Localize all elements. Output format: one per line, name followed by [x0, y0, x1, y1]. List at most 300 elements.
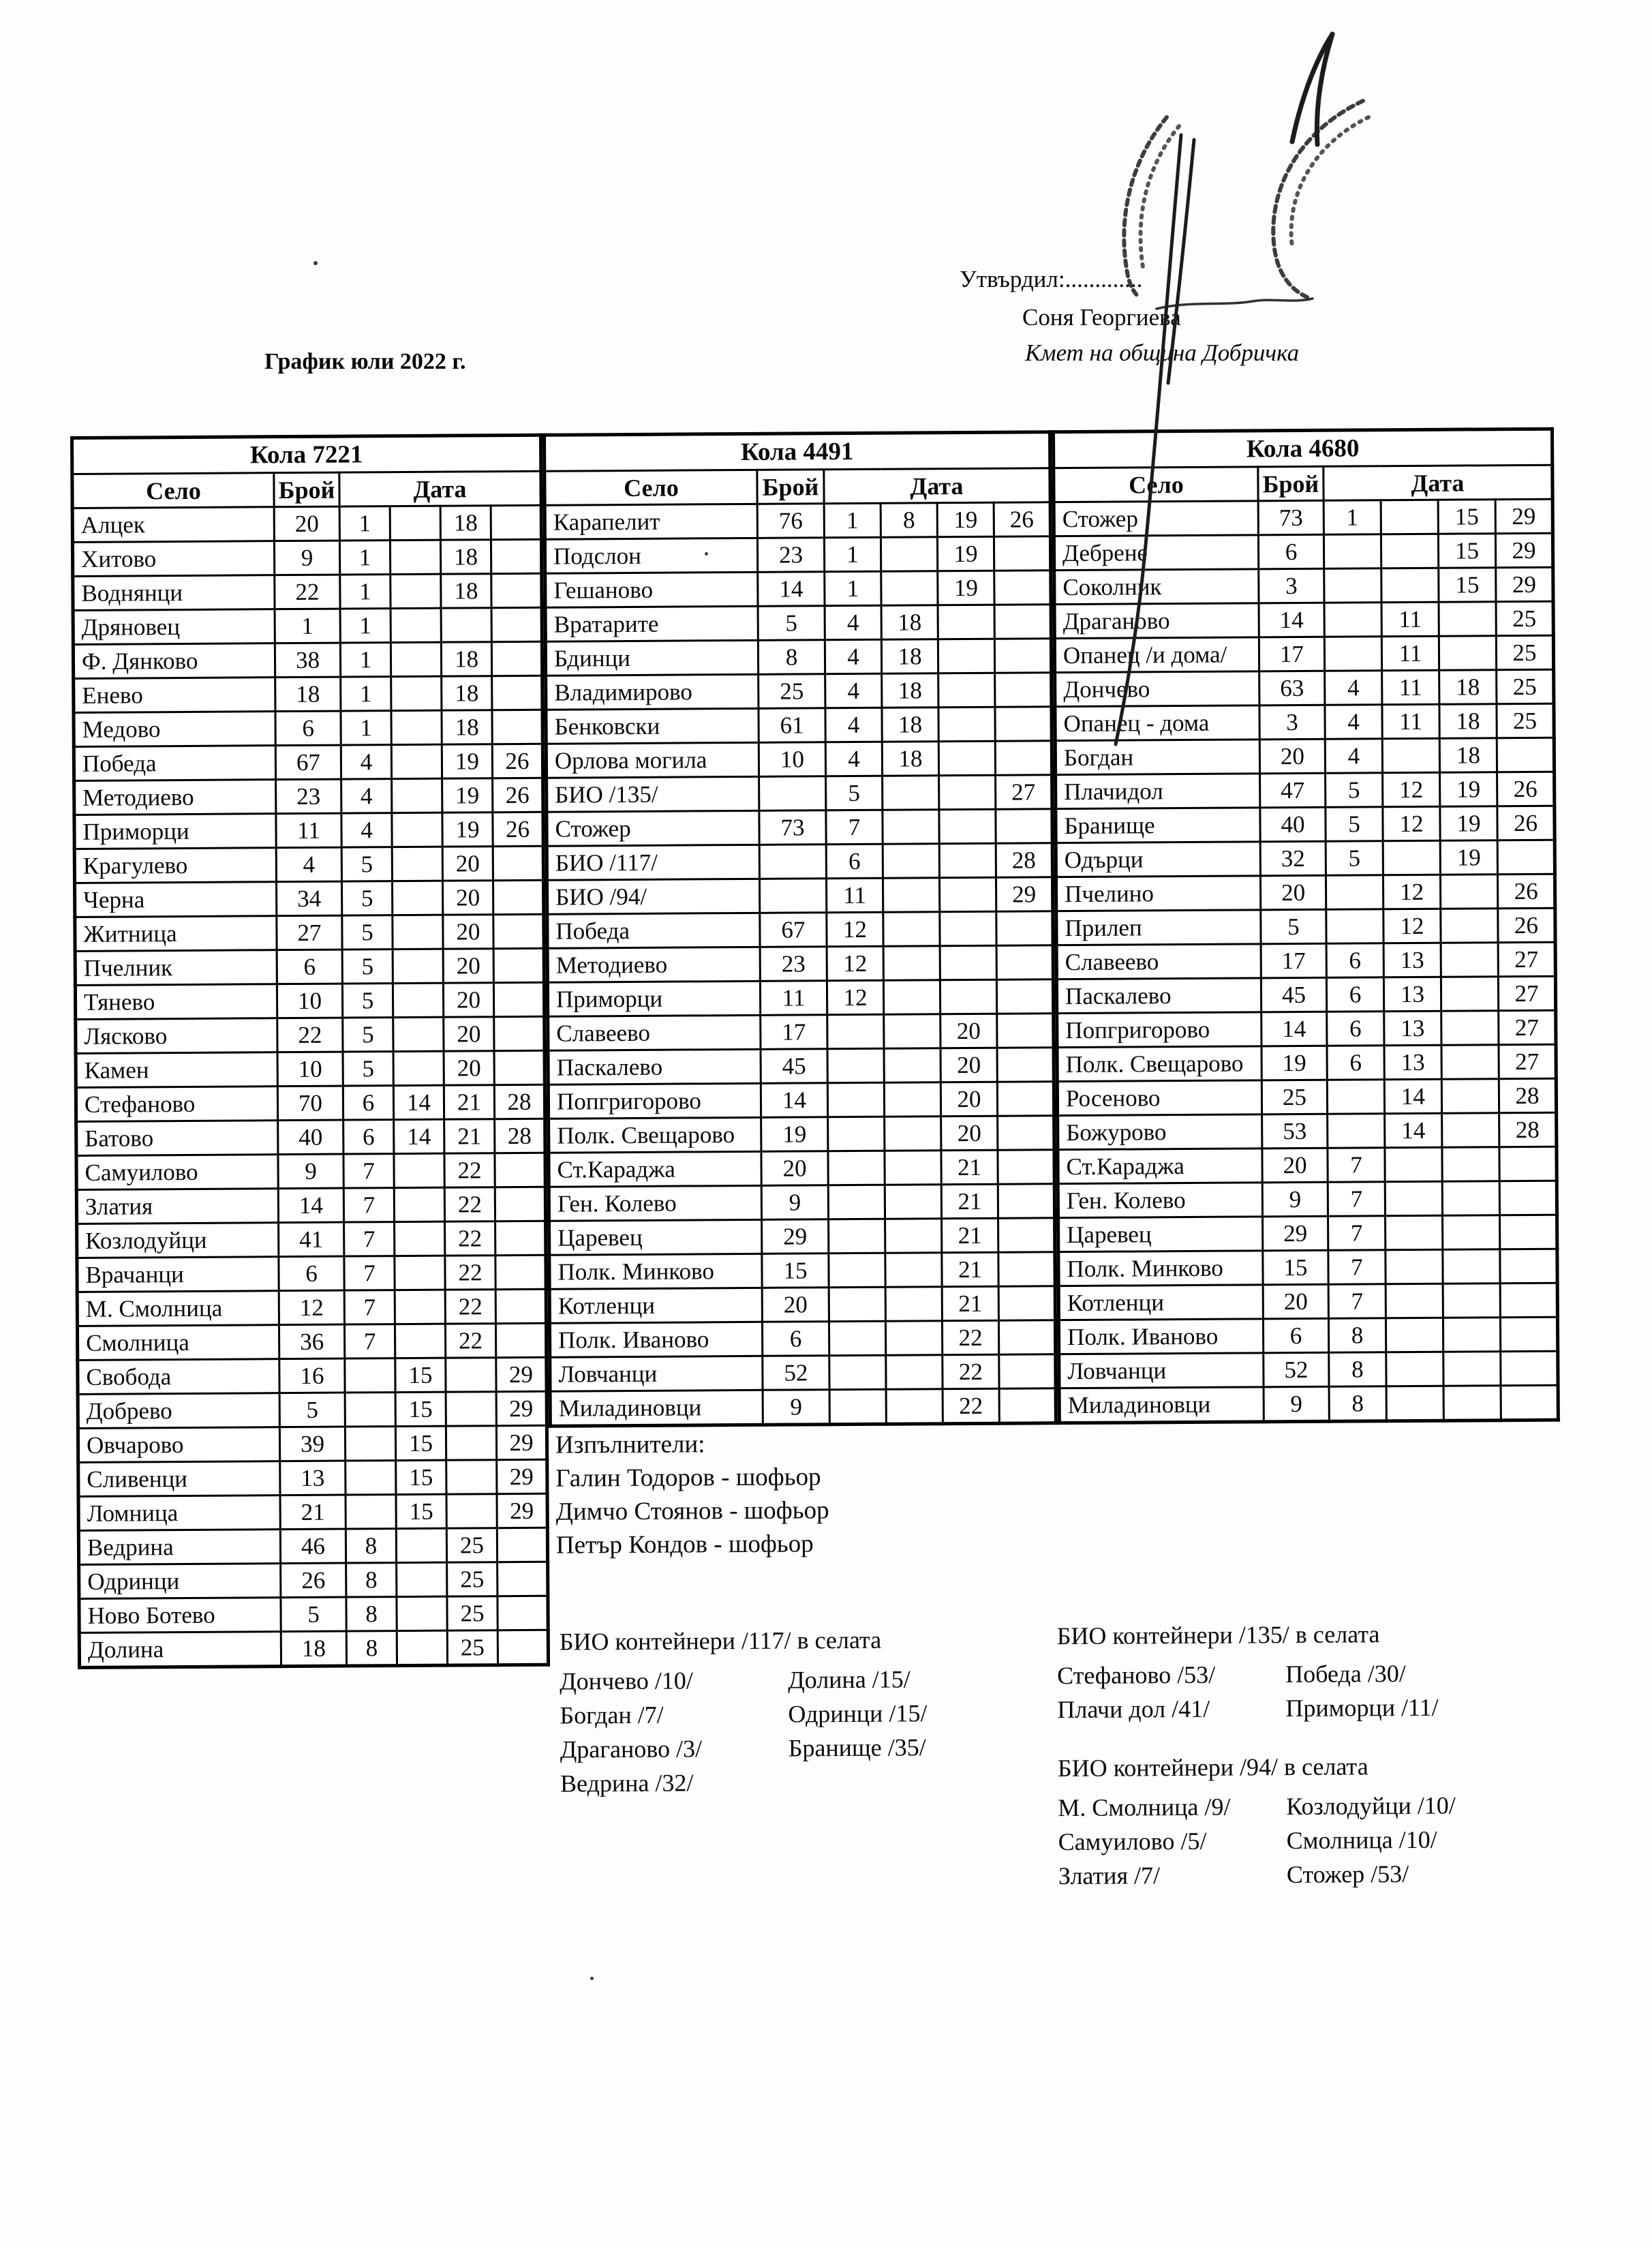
- village-cell: Ново Ботево: [79, 1598, 281, 1633]
- village-cell: Стефаново: [76, 1087, 277, 1122]
- date-cell: [1501, 1385, 1558, 1421]
- date-cell: 12: [827, 946, 883, 981]
- count-cell: 10: [277, 1052, 343, 1087]
- date-cell: [885, 1219, 942, 1254]
- count-cell: 46: [280, 1529, 346, 1564]
- bio-list-item: Долина /15/: [788, 1665, 911, 1694]
- village-cell: Крагулево: [74, 848, 276, 883]
- date-cell: 25: [1496, 635, 1553, 670]
- schedule-row: [546, 707, 1052, 744]
- date-cell: [391, 744, 442, 778]
- village-cell: Полк. Иваново: [1058, 1319, 1263, 1354]
- schedule-row: [1056, 840, 1555, 877]
- schedule-row: [72, 505, 541, 542]
- date-cell: 5: [343, 1052, 393, 1086]
- date-cell: [997, 1082, 1054, 1117]
- schedule-row: [546, 673, 1052, 710]
- date-cell: [392, 881, 442, 915]
- date-cell: [1500, 1283, 1557, 1318]
- schedule-row: [548, 1048, 1054, 1085]
- date-cell: 20: [941, 1116, 998, 1151]
- village-cell: Полк. Минково: [1058, 1251, 1263, 1286]
- schedule-row: [548, 1014, 1054, 1051]
- date-cell: [996, 911, 1053, 946]
- village-cell: Росеново: [1057, 1080, 1261, 1116]
- date-cell: 14: [1384, 1079, 1441, 1114]
- date-cell: 4: [825, 708, 882, 742]
- date-cell: [392, 812, 442, 847]
- date-cell: 1: [824, 537, 881, 572]
- date-cell: [446, 1358, 496, 1392]
- date-cell: [1441, 977, 1498, 1012]
- count-cell: 25: [1261, 1080, 1327, 1114]
- count-cell: 76: [757, 504, 824, 538]
- date-cell: 12: [1383, 875, 1440, 909]
- date-cell: 12: [827, 980, 883, 1015]
- count-cell: 19: [761, 1117, 828, 1152]
- village-cell: Врачанци: [77, 1257, 279, 1292]
- count-cell: 22: [275, 575, 340, 609]
- date-cell: [883, 878, 939, 913]
- count-cell: 52: [763, 1356, 829, 1391]
- ink-speck: [590, 1977, 594, 1980]
- village-cell: Медово: [74, 712, 275, 747]
- date-cell: 5: [343, 1018, 393, 1052]
- date-cell: [828, 1185, 885, 1219]
- village-cell: Стожер: [1054, 501, 1258, 536]
- date-cell: [1385, 1181, 1442, 1216]
- date-cell: 18: [442, 710, 492, 744]
- vehicle-table-title: Кола 4680: [1053, 429, 1552, 468]
- date-cell: 20: [940, 1048, 997, 1082]
- village-cell: Богдан: [1055, 740, 1259, 775]
- date-cell: 7: [343, 1188, 394, 1222]
- date-cell: 5: [341, 881, 392, 915]
- village-cell: Полк. Иваново: [549, 1322, 762, 1357]
- date-cell: [1324, 568, 1381, 603]
- schedule-row: [550, 1354, 1056, 1392]
- column-header-date: Дата: [339, 471, 541, 506]
- date-cell: [998, 1252, 1055, 1287]
- schedule-row: [1054, 567, 1553, 604]
- date-cell: 5: [342, 950, 393, 984]
- count-cell: 47: [1260, 773, 1326, 808]
- date-cell: 4: [341, 779, 392, 813]
- schedule-row: [549, 1116, 1054, 1153]
- village-cell: БИО /117/: [547, 845, 759, 880]
- date-cell: 21: [942, 1252, 998, 1287]
- date-cell: 15: [396, 1460, 446, 1494]
- count-cell: 14: [1259, 603, 1324, 637]
- date-cell: [938, 741, 995, 776]
- date-cell: 22: [444, 1153, 495, 1187]
- village-cell: Методиево: [74, 780, 276, 815]
- village-cell: Бранище: [1056, 808, 1260, 843]
- date-cell: [828, 1151, 885, 1185]
- date-cell: 19: [937, 502, 994, 537]
- date-cell: 20: [940, 1014, 997, 1048]
- village-cell: Плачидол: [1056, 774, 1260, 809]
- date-cell: 18: [442, 676, 492, 710]
- date-cell: [346, 1495, 396, 1529]
- village-cell: Златия: [76, 1189, 278, 1224]
- date-cell: 25: [447, 1562, 498, 1596]
- date-cell: [998, 1320, 1055, 1355]
- count-cell: 17: [1261, 943, 1326, 978]
- date-cell: [495, 1153, 545, 1187]
- date-cell: 5: [342, 984, 393, 1018]
- count-cell: 3: [1259, 705, 1325, 740]
- date-cell: [827, 1048, 884, 1083]
- date-cell: [498, 1596, 548, 1630]
- village-cell: Алцек: [72, 507, 274, 543]
- date-cell: [995, 741, 1052, 776]
- date-cell: 6: [1327, 1012, 1384, 1046]
- schedule-row: [72, 539, 541, 576]
- schedule-row: [547, 775, 1052, 812]
- date-cell: 25: [447, 1630, 498, 1665]
- schedule-row: [547, 945, 1053, 983]
- village-cell: Козлодуйци: [77, 1223, 279, 1258]
- date-cell: 26: [1498, 908, 1555, 943]
- schedule-row: [78, 1425, 547, 1462]
- count-cell: 40: [278, 1120, 343, 1155]
- date-cell: 18: [881, 639, 938, 674]
- date-cell: [1497, 840, 1555, 875]
- village-cell: Самуилово: [76, 1155, 278, 1190]
- schedule-row: [1058, 1215, 1557, 1251]
- village-cell: Подслон: [545, 538, 757, 573]
- date-cell: 25: [446, 1528, 497, 1562]
- date-cell: [1386, 1352, 1443, 1386]
- date-cell: 20: [443, 949, 493, 983]
- date-cell: 27: [1499, 1010, 1556, 1045]
- date-cell: 1: [339, 506, 390, 541]
- count-cell: 10: [759, 742, 825, 777]
- count-cell: 16: [279, 1358, 345, 1393]
- date-cell: [395, 1290, 445, 1324]
- date-cell: [885, 1253, 942, 1288]
- date-cell: 26: [1497, 772, 1555, 806]
- date-cell: 18: [882, 742, 938, 776]
- schedule-row: [547, 877, 1052, 915]
- date-cell: 13: [1384, 1045, 1441, 1080]
- count-cell: 4: [276, 847, 341, 882]
- village-cell: Одринци: [79, 1564, 281, 1599]
- date-cell: [492, 710, 542, 744]
- date-cell: [393, 983, 443, 1017]
- date-cell: [998, 1116, 1054, 1151]
- date-cell: 27: [1498, 942, 1555, 977]
- village-cell: Опанец - дома: [1055, 705, 1259, 741]
- date-cell: 18: [1439, 670, 1497, 705]
- date-cell: [493, 948, 544, 982]
- date-cell: 1: [339, 541, 390, 575]
- count-cell: 6: [1258, 534, 1324, 569]
- schedule-row: [74, 744, 542, 780]
- date-cell: 4: [341, 745, 391, 779]
- date-cell: 13: [1384, 1011, 1441, 1046]
- village-cell: Полк. Свещарово: [1057, 1046, 1261, 1082]
- count-cell: 5: [279, 1393, 345, 1427]
- date-cell: [994, 536, 1050, 571]
- date-cell: 5: [1326, 773, 1383, 808]
- bio-list-item: Стефаново /53/: [1057, 1660, 1216, 1690]
- village-cell: Воднянци: [73, 575, 275, 611]
- schedule-row: [1057, 1010, 1556, 1047]
- date-cell: 18: [441, 574, 491, 608]
- column-header-date: Дата: [1324, 465, 1552, 500]
- bio-list-title: БИО контейнери /117/ в селата: [559, 1626, 882, 1656]
- date-cell: 28: [1499, 1078, 1556, 1113]
- bio-list-item: Дончево /10/: [560, 1667, 693, 1695]
- bio-list-item: Одринци /15/: [788, 1699, 928, 1728]
- date-cell: [999, 1354, 1056, 1389]
- vehicle-table-title: Кола 4491: [545, 432, 1050, 472]
- date-cell: [1501, 1351, 1558, 1386]
- schedule-row: [1054, 601, 1553, 638]
- date-cell: [997, 1048, 1054, 1082]
- date-cell: [391, 676, 442, 710]
- count-cell: 20: [761, 1151, 828, 1186]
- date-cell: [494, 1050, 545, 1084]
- count-cell: 1: [275, 609, 340, 643]
- count-cell: 9: [763, 1390, 829, 1425]
- date-cell: [1386, 1318, 1443, 1352]
- count-cell: 45: [761, 1049, 827, 1084]
- approver-role: Кмет на община Добричка: [1025, 339, 1300, 366]
- bio-list-item: Стожер /53/: [1286, 1860, 1409, 1889]
- date-cell: 7: [343, 1154, 394, 1188]
- village-cell: Дебрене: [1054, 535, 1258, 571]
- village-cell: Полк. Минково: [549, 1254, 762, 1289]
- ink-speck: [313, 261, 318, 265]
- village-cell: Ведрина: [78, 1530, 280, 1565]
- date-cell: 15: [1438, 500, 1495, 534]
- date-cell: [1443, 1318, 1500, 1352]
- date-cell: 26: [492, 744, 542, 778]
- village-cell: Ген. Колево: [1058, 1183, 1262, 1218]
- count-cell: 70: [277, 1086, 343, 1121]
- date-cell: 1: [340, 643, 391, 677]
- date-cell: [1328, 1114, 1385, 1149]
- date-cell: 20: [443, 915, 493, 949]
- date-cell: [1443, 1215, 1500, 1250]
- village-cell: Соколник: [1054, 569, 1259, 605]
- bio-list-item: Самуилово /5/: [1058, 1827, 1207, 1856]
- count-cell: 6: [277, 950, 342, 984]
- village-cell: Попгригорово: [548, 1083, 761, 1119]
- village-cell: Миладиновци: [1059, 1387, 1264, 1423]
- village-cell: Пчелино: [1056, 876, 1260, 911]
- village-cell: Миладиновци: [550, 1390, 763, 1426]
- date-cell: 1: [341, 677, 391, 711]
- count-cell: 15: [762, 1254, 829, 1288]
- date-cell: 22: [943, 1354, 999, 1389]
- date-cell: [494, 1016, 545, 1050]
- date-cell: [883, 810, 939, 845]
- date-cell: [493, 982, 544, 1016]
- date-cell: [492, 675, 542, 710]
- village-cell: Бдинци: [545, 640, 758, 675]
- date-cell: 20: [442, 881, 493, 915]
- column-header-village: Село: [72, 473, 274, 508]
- village-cell: Ловчанци: [550, 1356, 763, 1391]
- count-cell: 18: [281, 1631, 346, 1667]
- date-cell: 22: [445, 1221, 495, 1256]
- village-cell: Ст.Караджа: [549, 1151, 761, 1187]
- date-cell: [495, 1187, 545, 1221]
- date-cell: 8: [1328, 1318, 1386, 1353]
- schedule-row: [78, 1528, 547, 1564]
- date-cell: 7: [826, 810, 883, 845]
- count-cell: 14: [758, 572, 825, 607]
- date-cell: 19: [1440, 806, 1497, 841]
- column-header-date: Дата: [824, 468, 1050, 504]
- schedule-row: [1055, 703, 1554, 740]
- bio-list-item: Козлодуйци /10/: [1286, 1791, 1456, 1821]
- date-cell: 19: [442, 744, 492, 778]
- executor-name: Димчо Стоянов - шофьор: [555, 1496, 829, 1526]
- date-cell: [886, 1355, 943, 1390]
- count-cell: 11: [760, 981, 827, 1016]
- date-cell: [1326, 875, 1383, 910]
- schedule-row: [1057, 1078, 1556, 1115]
- date-cell: [1441, 1011, 1499, 1046]
- bio-list: [1057, 1619, 1514, 1727]
- date-cell: 7: [1328, 1284, 1386, 1319]
- schedule-row: [79, 1562, 548, 1598]
- schedule-row: [549, 1252, 1055, 1290]
- date-cell: [884, 1014, 940, 1049]
- date-cell: [446, 1426, 496, 1460]
- date-cell: [1324, 637, 1381, 671]
- village-cell: Овчарово: [78, 1427, 279, 1463]
- village-cell: Царевец: [1058, 1217, 1263, 1252]
- count-cell: 19: [1261, 1046, 1327, 1080]
- count-cell: 53: [1262, 1114, 1328, 1149]
- schedule-row: [76, 1050, 545, 1087]
- count-cell: 21: [280, 1495, 346, 1530]
- date-cell: [394, 1153, 444, 1187]
- date-cell: [998, 1218, 1055, 1253]
- date-cell: 6: [826, 844, 883, 879]
- count-cell: 9: [278, 1154, 343, 1189]
- date-cell: [395, 1256, 445, 1290]
- schedule-row: [549, 1150, 1054, 1187]
- bio-list-grid: [560, 1662, 1017, 1801]
- count-cell: 73: [1258, 500, 1324, 535]
- schedule-row: [1058, 1317, 1557, 1354]
- date-cell: [829, 1253, 885, 1288]
- date-cell: 4: [825, 673, 882, 708]
- date-cell: 20: [940, 1082, 997, 1117]
- date-cell: [1499, 1146, 1557, 1181]
- date-cell: [938, 707, 995, 742]
- schedule-row: [1058, 1112, 1557, 1149]
- date-cell: 22: [943, 1388, 999, 1424]
- date-cell: [1327, 1080, 1384, 1114]
- date-cell: 11: [1382, 670, 1439, 705]
- date-cell: 8: [1329, 1386, 1386, 1422]
- date-cell: 11: [1381, 602, 1439, 637]
- village-cell: Карапелит: [545, 504, 757, 539]
- date-cell: [1443, 1386, 1501, 1421]
- schedule-row: [75, 914, 544, 951]
- bio-list-grid: [1057, 1656, 1514, 1727]
- count-cell: 26: [281, 1563, 346, 1598]
- village-cell: Ловчанци: [1059, 1353, 1264, 1388]
- date-cell: 20: [442, 847, 493, 881]
- date-cell: [1439, 602, 1496, 637]
- date-cell: [491, 539, 541, 573]
- date-cell: [829, 1389, 886, 1425]
- date-cell: 21: [941, 1150, 998, 1185]
- date-cell: 29: [497, 1459, 547, 1493]
- date-cell: 11: [1381, 636, 1439, 671]
- date-cell: [997, 1014, 1054, 1048]
- schedule-row: [1055, 669, 1554, 706]
- date-cell: 7: [344, 1290, 395, 1324]
- village-cell: Бенковски: [546, 708, 759, 744]
- count-cell: 5: [1261, 909, 1326, 944]
- village-cell: Победа: [547, 913, 760, 948]
- count-cell: 9: [761, 1185, 828, 1220]
- date-cell: 12: [1383, 772, 1440, 807]
- schedule-row: [1054, 635, 1553, 672]
- date-cell: [1443, 1352, 1501, 1386]
- schedule-row: [1056, 772, 1555, 808]
- village-cell: Приморци: [74, 814, 276, 849]
- date-cell: [1442, 1113, 1499, 1148]
- date-cell: 13: [1383, 943, 1441, 977]
- bio-list-item: Ведрина /32/: [560, 1769, 694, 1797]
- date-cell: 25: [1497, 669, 1554, 704]
- date-cell: 15: [395, 1392, 446, 1426]
- date-cell: [1385, 1147, 1442, 1182]
- count-cell: 22: [277, 1018, 343, 1052]
- count-cell: 8: [758, 640, 825, 675]
- count-cell: [759, 879, 826, 913]
- schedule-row: [1057, 1044, 1556, 1081]
- date-cell: 4: [1325, 739, 1382, 774]
- date-cell: 27: [1498, 976, 1555, 1011]
- date-cell: [940, 911, 996, 946]
- count-cell: 29: [1263, 1216, 1328, 1251]
- date-cell: 1: [1324, 500, 1381, 535]
- date-cell: [994, 571, 1051, 605]
- date-cell: 25: [1497, 703, 1554, 738]
- schedule-row: [76, 1084, 545, 1121]
- date-cell: [1442, 1147, 1499, 1182]
- date-cell: [881, 537, 937, 572]
- date-cell: 20: [443, 983, 493, 1017]
- date-cell: 19: [442, 812, 493, 847]
- date-cell: 29: [1495, 499, 1552, 534]
- count-cell: 63: [1259, 671, 1325, 705]
- date-cell: [996, 945, 1053, 980]
- schedule-row: [75, 948, 544, 985]
- date-cell: [883, 946, 940, 981]
- date-cell: [940, 945, 996, 980]
- village-cell: М. Смолница: [77, 1291, 279, 1326]
- approval-label: Утвърдил:.............: [960, 266, 1143, 292]
- date-cell: [883, 980, 940, 1015]
- date-cell: 26: [1497, 874, 1555, 909]
- date-cell: [1386, 1215, 1443, 1250]
- date-cell: [493, 914, 544, 948]
- column-header-count: Брой: [1258, 466, 1324, 501]
